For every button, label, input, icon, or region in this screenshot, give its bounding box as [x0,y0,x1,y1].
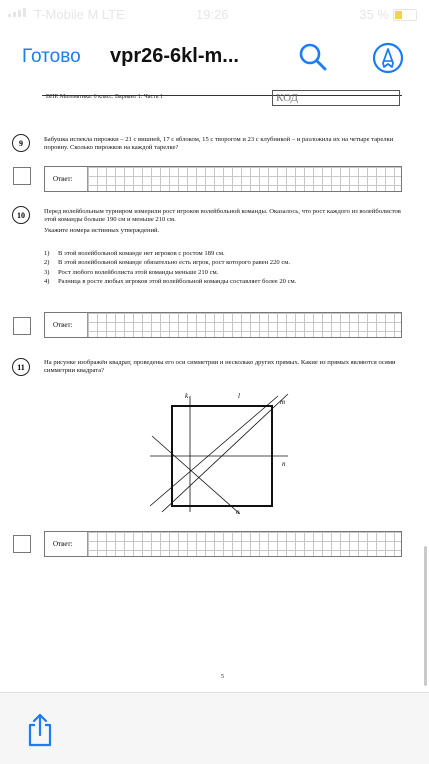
answer-label: Ответ: [53,540,73,548]
check-box-11[interactable] [13,535,31,553]
question-number-11: 11 [12,358,30,376]
square-symmetry-figure [150,386,300,516]
label-n: n [282,460,286,468]
scrollbar[interactable] [424,546,427,686]
search-icon[interactable] [298,42,328,72]
answer-grid[interactable] [87,313,401,337]
answer-field-9[interactable] [44,166,402,192]
status-time: 19:26 [196,7,229,22]
question-10-text [44,208,402,235]
signal-icon [8,8,26,17]
bottom-toolbar [0,692,429,764]
battery-percent: 35 % [359,7,389,22]
label-k: k [185,392,189,400]
option-1: 1) В этой волейбольной команде нет игроков с ростом 189 см. [44,250,225,257]
option-4: 4) Разница в росте любых игроков этой волейбольной команды составляет более 20 см. [44,278,297,286]
answer-grid[interactable] [87,532,401,556]
answer-field-10[interactable] [44,312,402,338]
answer-field-11[interactable] [44,531,402,557]
question-10-options [44,250,402,288]
label-l: l [238,392,240,400]
markup-pen-icon[interactable] [372,42,404,74]
pdf-page[interactable] [0,86,429,692]
answer-label: Ответ: [53,321,73,329]
line-o [152,436,240,514]
line-m [162,394,288,512]
question-9-text [44,136,402,153]
question-10-instruction: Укажите номера истинных утверждений. [44,226,160,234]
page-number: 5 [221,674,224,680]
battery-indicator [359,7,417,22]
done-button[interactable]: Готово [22,46,81,67]
option-2: 2) В этой волейбольной команде обязательно есть игрок, рост которого равен 220 см. [44,259,291,267]
share-icon[interactable] [26,713,54,747]
question-9-body: Бабушка испекла пирожки – 21 с вишней, 17 с яблоком, 15 с творогом и 23 с клубникой – и разложила их на четыре тарелки поровну. Сколько пирожков на каждой тарелке? [44,136,394,152]
question-11-text [44,359,402,376]
status-bar [0,0,429,30]
navigation-bar [0,30,429,86]
label-o: o [236,508,240,516]
check-box-10[interactable] [13,317,31,335]
answer-label: Ответ: [53,175,73,183]
carrier-label: T-Mobile M LTE [34,7,125,22]
page-header: ВПР. Математика. 6 класс. Вариант 1. Часть 1 [46,94,163,100]
option-3: 3) Рост любого волейболиста этой команды меньше 210 см. [44,268,219,276]
check-box-9[interactable] [13,167,31,185]
answer-grid[interactable] [87,167,401,191]
document-title: vpr26-6kl-m... [110,45,239,67]
battery-icon [393,9,417,21]
label-m: m [280,398,286,406]
question-number-10: 10 [12,206,30,224]
question-11-body: На рисунке изображён квадрат, проведены его оси симметрии и несколько других прямых. Какие из прямых являются осями симметрии квадрата? [44,359,396,375]
question-number-9: 9 [12,134,30,152]
code-box: КОД [272,90,400,106]
question-10-body: Перед волейбольным турниром измерили рост игроков волейбольной команды. Оказалось, что рост каждого из волейболистов этой команды больше 190 см и меньше 210 см. [44,208,401,224]
